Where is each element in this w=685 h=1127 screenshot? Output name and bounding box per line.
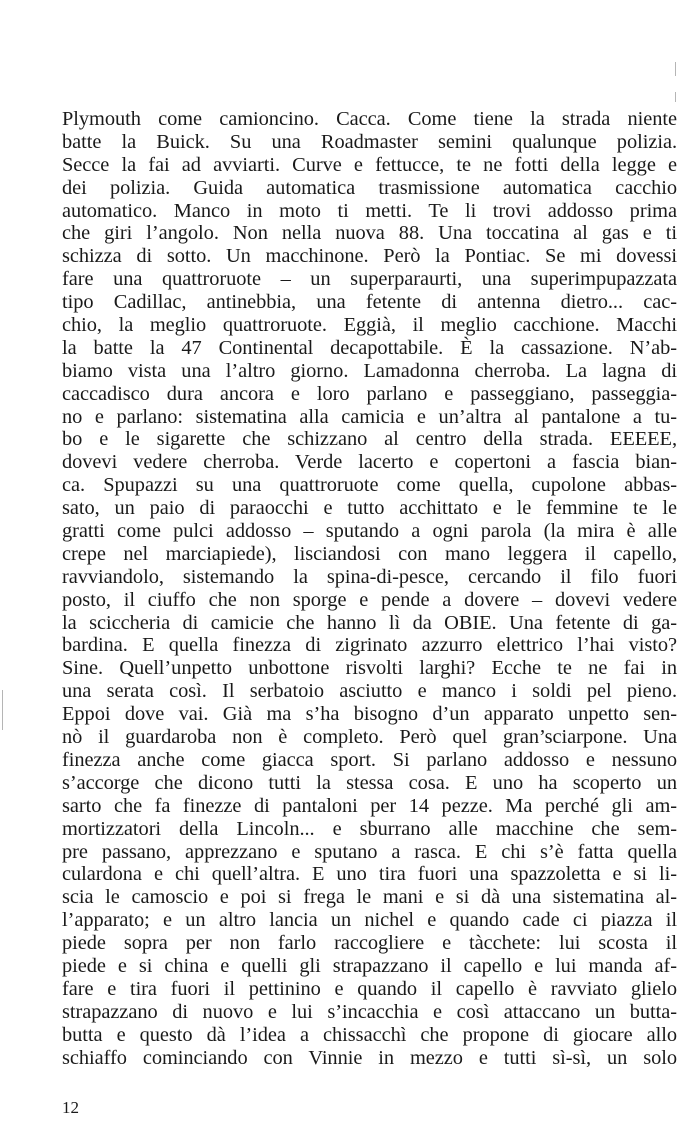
text-line: Sine. Quell’unpetto unbottone risvolti larghi? Ecche te ne fai in [62,657,677,680]
text-line: posto, il ciuffo che non sporge e pende a dovere – dovevi vedere [62,588,677,611]
text-line: gratti come pulci addosso – sputando a ogni parola (la mira è alle [62,520,677,543]
text-line: Secce la fai ad avviarti. Curve e fettucce, te ne fotti della legge e [62,153,677,176]
text-line: bo e le sigarette che schizzano al centro della strada. EEEEE, [62,428,677,451]
text-line: dovevi vedere cherroba. Verde lacerto e copertoni a fascia bian- [62,451,677,474]
text-line: crepe nel marciapiede), lisciandosi con mano leggera il capello, [62,542,677,565]
text-line: sato, un paio di paraocchi e tutto acchittato e le femmine te le [62,497,677,520]
edge-mark-bottom [675,92,676,102]
edge-mark-left [2,690,3,730]
text-line: Eppoi dove vai. Già ma s’ha bisogno d’un apparato unpetto sen- [62,703,677,726]
text-line: chio, la meglio quattroruote. Eggià, il meglio cacchione. Macchi [62,314,677,337]
text-line: dei polizia. Guida automatica trasmissione automatica cacchio [62,176,677,199]
body-text [62,108,677,1069]
text-line: ca. Spupazzi su una quattroruote come quella, cupolone abbas- [62,474,677,497]
text-line: scia le camoscio e poi si frega le mani e si dà una sistematina al- [62,886,677,909]
text-line: una serata così. Il serbatoio asciutto e manco i soldi pel pieno. [62,680,677,703]
edge-mark-top [675,62,676,76]
text-line: no e parlano: sistematina alla camicia e un’altra al pantalone a tu- [62,405,677,428]
text-line: automatico. Manco in moto ti metti. Te li trovi addosso prima [62,199,677,222]
text-line: batte la Buick. Su una Roadmaster semini qualunque polizia. [62,130,677,153]
text-line: caccadisco dura ancora e loro parlano e passeggiano, passeggia- [62,382,677,405]
text-line: s’accorge che dicono tutti la stessa cosa. E uno ha scoperto un [62,771,677,794]
text-line: sarto che fa finezze di pantaloni per 14 pezze. Ma perché gli am- [62,794,677,817]
page-number: 12 [62,1098,79,1117]
text-line: fare una quattroruote – un superparaurti, una superimpupazzata [62,268,677,291]
text-line: bardina. E quella finezza di zigrinato azzurro elettrico l’hai visto? [62,634,677,657]
text-line: schizza di sotto. Un macchinone. Però la Pontiac. Se mi dovessi [62,245,677,268]
text-line: Plymouth come camioncino. Cacca. Come tiene la strada niente [62,108,677,130]
text-line: nò il guardaroba non è completo. Però quel gran’sciarpone. Una [62,726,677,749]
text-line: culardona e chi quell’altra. E uno tira fuori una spazzoletta e si li- [62,863,677,886]
text-line: biamo vista una l’altro giorno. Lamadonna cherroba. La lagna di [62,359,677,382]
text-line: fare e tira fuori il pettinino e quando il capello è ravviato glielo [62,977,677,1000]
text-line: butta e questo dà l’idea a chissacchì che propone di giocare allo [62,1023,677,1046]
text-line: schiaffo cominciando con Vinnie in mezzo e tutti sì-sì, un solo [62,1046,677,1069]
text-line: pre passano, apprezzano e sputano a rasca. E chi s’è fatta quella [62,840,677,863]
text-line: la sciccheria di camicie che hanno lì da OBIE. Una fetente di ga- [62,611,677,634]
text-line: che giri l’angolo. Non nella nuova 88. Una toccatina al gas e ti [62,222,677,245]
text-line: ravviandolo, sistemando la spina-di-pesce, cercando il filo fuori [62,565,677,588]
text-line: mortizzatori della Lincoln... e sburrano alle macchine che sem- [62,817,677,840]
text-line: piede e si china e quelli gli strapazzano il capello e lui manda af- [62,954,677,977]
text-line: la batte la 47 Continental decapottabile. È la cassazione. N’ab- [62,336,677,359]
text-line: tipo Cadillac, antinebbia, una fetente di antenna dietro... cac- [62,291,677,314]
text-line: finezza anche come giacca sport. Si parlano addosso e nessuno [62,748,677,771]
text-line: l’apparato; e un altro lancia un nichel e quando cade ci piazza il [62,909,677,932]
text-line: strapazzano di nuovo e lui s’incacchia e così attaccano un butta- [62,1000,677,1023]
text-line: piede sopra per non farlo raccogliere e tàcchete: lui scosta il [62,932,677,955]
